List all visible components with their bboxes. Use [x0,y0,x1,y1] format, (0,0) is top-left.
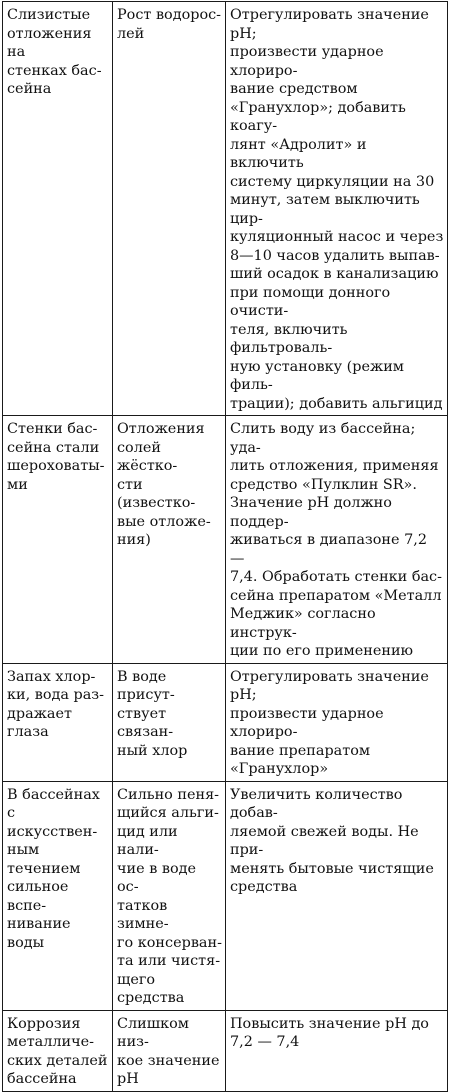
problem-cell: В бассейнах с искусствен- ным течением сильное вспе- нивание воды [3,781,113,1010]
solution-cell: Повысить значение pH до 7,2 — 7,4 [226,1010,448,1091]
solution-cell: Слить воду из бассейна; уда- лить отложения, применяя средство «Пулклин SR». Значение pH должно поддер- живаться в диапазоне 7,2 — 7,4. Обработать стенки бас- сейна препаратом «Металл Меджик» согласно инструк- ции по его применению [226,416,448,664]
troubleshooting-table [2,1,448,1092]
solution-cell: Увеличить количество добав- ляемой свежей воды. Не при- менять бытовые чистящие средства [226,781,448,1010]
table-row [3,416,448,664]
problem-cell: Слизистые отложения на стенках бас- сейна [3,2,113,416]
cause-cell: В воде присут- ствует связан- ный хлор [113,663,226,781]
cause-cell: Отложения солей жёстко- сти (известко- вые отложе- ния) [113,416,226,664]
solution-cell: Отрегулировать значение pH; произвести ударное хлориро- вание средством «Гранухлор»; добавить коагу- лянт «Адролит» и включить систему циркуляции на 30 минут, затем выключить цир- куляционный насос и через 8—10 часов удалить выпав- ший осадок в канализацию при помощи донного очисти- теля, включить фильтроваль- ную установку (режим филь- трации); добавить альгицид [226,2,448,416]
table-row [3,663,448,781]
cause-cell: Слишком низ- кое значение pH [113,1010,226,1091]
solution-cell: Отрегулировать значение pH; произвести ударное хлориро- вание препаратом «Гранухлор» [226,663,448,781]
problem-cell: Запах хлор- ки, вода раз- дражает глаза [3,663,113,781]
table-row [3,2,448,416]
problem-cell: Стенки бас- сейна стали шероховаты- ми [3,416,113,664]
cause-cell: Рост водорос- лей [113,2,226,416]
problem-cell: Коррозия металличе- ских деталей бассейна [3,1010,113,1091]
table-row [3,1010,448,1091]
document-page [0,1,449,1087]
cause-cell: Сильно пеня- щийся альги- цид или нали- чие в воде ос- татков зимне- го консерван- та или чистя- щего средства [113,781,226,1010]
table-row [3,781,448,1010]
